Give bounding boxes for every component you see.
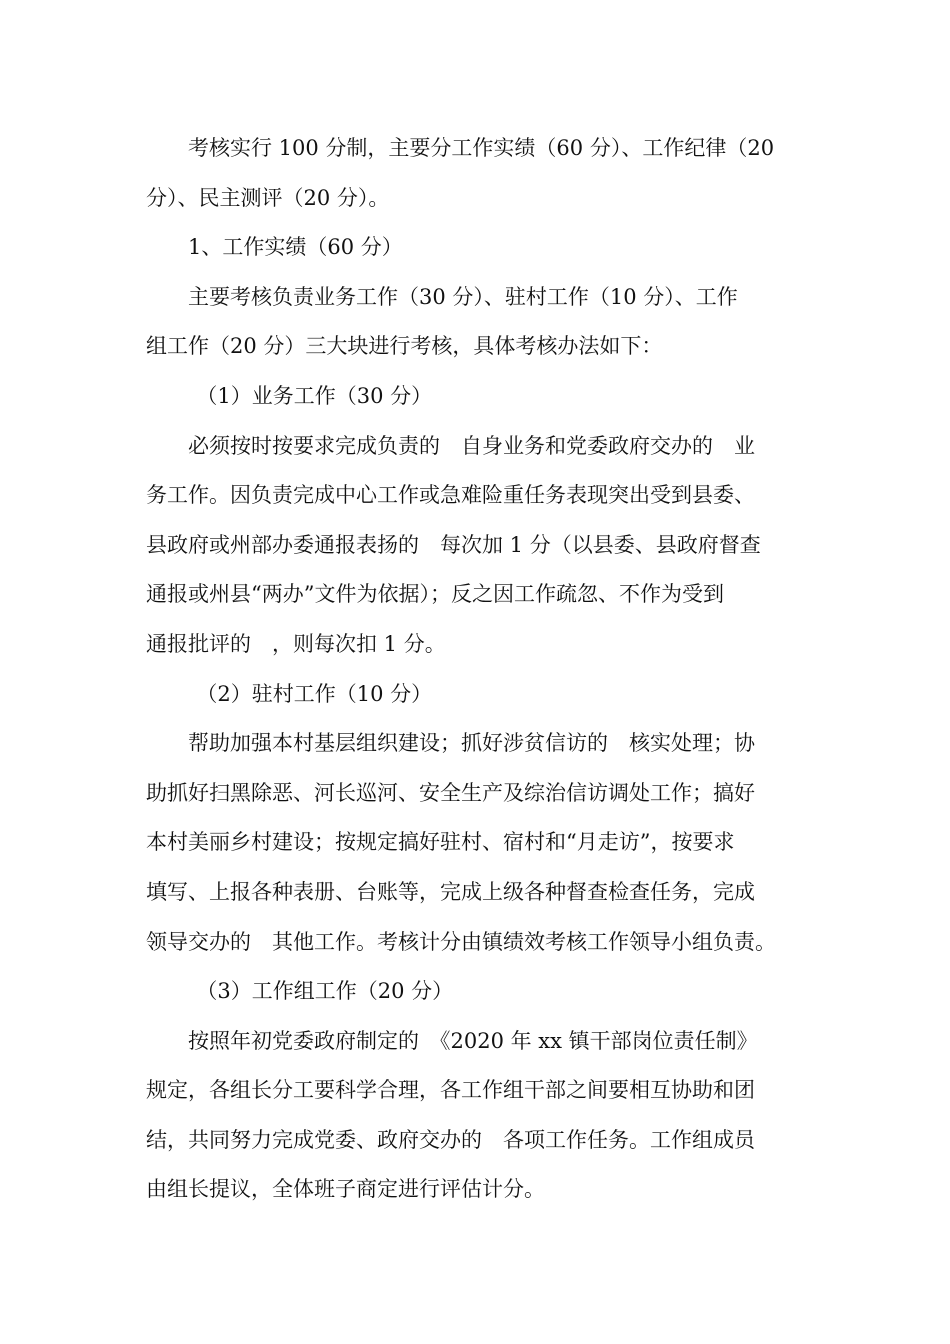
text-line: 必须按时按要求完成负责的 自身业务和党委政府交办的 业: [188, 433, 755, 458]
heading-workgroup-work: （3）工作组工作（20 分）: [196, 979, 454, 1004]
text-line: 本村美丽乡村建设；按规定搞好驻村、宿村和“月走访”，按要求: [146, 830, 735, 855]
text-line: 通报或州县“两办”文件为依据）；反之因工作疏忽、不作为受到: [146, 582, 724, 607]
text-line: 通报批评的 ，则每次扣 1 分。: [146, 631, 446, 656]
paragraph-village-work: [146, 719, 826, 967]
paragraph-performance-scope: [146, 273, 826, 372]
text-line: 组工作（20 分）三大块进行考核，具体考核办法如下：: [146, 334, 663, 359]
text-line: 主要考核负责业务工作（30 分）、驻村工作（10 分）、工作: [188, 284, 738, 309]
text-line: 帮助加强本村基层组织建设；抓好涉贫信访的 核实处理；协: [188, 731, 755, 756]
document-body: [146, 124, 826, 1215]
text-line: 结，共同努力完成党委、政府交办的 各项工作任务。工作组成员: [146, 1127, 755, 1152]
text-line: 务工作。因负责完成中心工作或急难险重任务表现突出受到县委、: [146, 483, 755, 508]
heading-business-work: （1）业务工作（30 分）: [196, 383, 433, 408]
text-line: 由组长提议，全体班子商定进行评估计分。: [146, 1177, 545, 1202]
text-line: 领导交办的 其他工作。考核计分由镇绩效考核工作领导小组负责。: [146, 929, 776, 954]
text-line: 考核实行 100 分制，主要分工作实绩（60 分）、工作纪律（20: [188, 136, 775, 160]
text-line: 助抓好扫黑除恶、河长巡河、安全生产及综治信访调处工作；搞好: [146, 780, 755, 805]
paragraph-business-work: [146, 422, 826, 670]
text-line: 按照年初党委政府制定的 《2020 年 xx 镇干部岗位责任制》: [188, 1028, 758, 1053]
heading-work-performance: 1、工作实绩（60 分）: [188, 235, 403, 260]
heading-village-work: （2）驻村工作（10 分）: [196, 681, 433, 706]
text-line: 填写、上报各种表册、台账等，完成上级各种督查检查任务，完成: [146, 879, 755, 904]
text-line: 分）、民主测评（20 分）。: [146, 185, 390, 210]
text-line: 规定，各组长分工要科学合理，各工作组干部之间要相互协助和团: [146, 1078, 755, 1103]
text-line: 县政府或州部办委通报表扬的 每次加 1 分（以县委、县政府督查: [146, 532, 761, 557]
paragraph-scoring-overview: [146, 124, 826, 223]
paragraph-workgroup-work: [146, 1017, 826, 1215]
